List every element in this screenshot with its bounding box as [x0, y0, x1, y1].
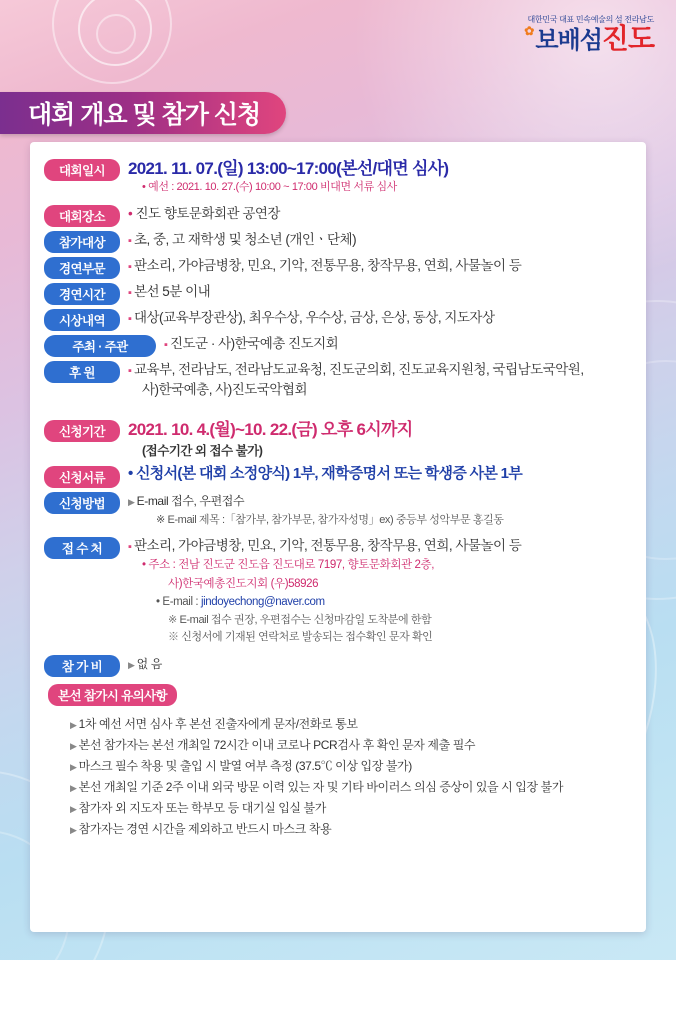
row-category — [44, 256, 628, 279]
value-apply-period: 2021. 10. 4.(월)~10. 22.(금) 오후 6시까지 — [128, 420, 413, 440]
dot-marker: • — [156, 596, 163, 609]
row-host — [44, 334, 628, 357]
label-method: 신청방법 — [44, 492, 120, 514]
value-method: ▶ E-mail 접수, 우편접수 — [128, 491, 628, 512]
label-reception: 접 수 처 — [44, 537, 120, 559]
value-support-line1: ▪ 교육부, 전라남도, 전라남도교육청, 진도군의회, 진도교육지원청, 국립남도국악원, — [128, 360, 628, 380]
value-method-note-text: E-mail 제목 :「참가부, 참가부문, 참가자성명」ex) 중등부 성악부문 홍길동 — [167, 513, 504, 526]
value-reception-email — [156, 593, 628, 611]
value-reception-note2: ※ 신청서에 기재된 연락처로 발송되는 접수확인 문자 확인 — [168, 629, 628, 647]
row-duration — [44, 282, 628, 305]
logo-name-accent: 진도 — [601, 23, 654, 54]
row-apply-period — [44, 419, 628, 458]
value-date: 2021. 11. 07.(일) 13:00~17:00(본선/대면 심사) — [128, 159, 449, 178]
notice-item: ▶ 1차 예선 서면 심사 후 본선 진출자에게 문자/전화로 통보 — [70, 714, 628, 735]
notice-item: ▶ 본선 개최일 기준 2주 이내 외국 방문 이력 있는 자 및 기타 바이러스 의심 증상이 있을 시 입장 불가 — [70, 777, 628, 798]
notice-title: 본선 참가시 유의사항 — [48, 684, 177, 706]
row-method — [44, 491, 628, 530]
value-place: • 진도 향토문화회관 공연장 — [128, 204, 628, 224]
row-date — [44, 158, 628, 197]
label-place: 대회장소 — [44, 205, 120, 227]
label-category: 경연부문 — [44, 257, 120, 279]
value-support-line2: 사)한국예총, 사)진도국악협회 — [142, 382, 307, 398]
notice-item: ▶ 마스크 필수 착용 및 출입 시 발열 여부 측정 (37.5℃ 이상 입장 불가) — [70, 756, 628, 777]
logo-name: 보배섬 — [535, 27, 602, 54]
value-apply-period-note: (접수기간 외 접수 불가) — [142, 443, 263, 458]
value-documents: • 신청서(본 대회 소정양식) 1부, 재학증명서 또는 학생증 사본 1부 — [128, 464, 523, 482]
jindo-logo — [524, 14, 654, 53]
value-reception-address2: 사)한국예총진도지회 (우)58926 — [168, 577, 319, 590]
label-documents: 신청서류 — [44, 466, 120, 488]
label-support: 후 원 — [44, 361, 120, 383]
email-label: E-mail : — [162, 596, 199, 609]
value-host: ▪ 진도군 · 사)한국예총 진도지회 — [164, 334, 628, 354]
label-host: 주최 · 주관 — [44, 335, 156, 357]
label-date: 대회일시 — [44, 159, 120, 181]
email-address[interactable]: jindoyechong@naver.com — [201, 596, 325, 609]
value-reception-address-text: 주소 : 전남 진도군 진도읍 진도대로 7197, 향토문화회관 2층, — [148, 559, 435, 572]
row-place — [44, 204, 628, 227]
notice-item: ▶ 참가자 외 지도자 또는 학부모 등 대기실 입실 불가 — [70, 798, 628, 819]
row-fee — [44, 654, 628, 677]
dot-marker: • — [142, 559, 149, 572]
decorative-swirl-icon — [96, 14, 136, 54]
row-documents — [44, 465, 628, 488]
section-banner — [0, 92, 286, 134]
logo-wordmark — [524, 25, 654, 53]
row-support — [44, 360, 628, 401]
page-title: 대회 개요 및 참가 신청 — [28, 101, 261, 129]
label-awards: 시상내역 — [44, 309, 120, 331]
notice-section — [44, 684, 628, 840]
row-target — [44, 230, 628, 253]
value-reception-address — [142, 556, 628, 574]
value-target: ▪ 초, 중, 고 재학생 및 청소년 (개인ㆍ단체) — [128, 230, 628, 250]
label-fee: 참 가 비 — [44, 655, 120, 677]
logo-tagline: 대한민국 대표 민속예술의 섬 전라남도 — [527, 15, 654, 24]
info-card — [30, 142, 646, 932]
note-marker: ※ — [156, 513, 168, 526]
value-method-note — [156, 512, 628, 530]
flower-icon: ✿ — [524, 24, 534, 38]
notice-item: ▶ 참가자는 경연 시간을 제외하고 반드시 마스크 착용 — [70, 819, 628, 840]
value-reception: ▪ 판소리, 가야금병창, 민요, 기악, 전통무용, 창작무용, 연희, 사물놀이 등 — [128, 536, 628, 556]
value-fee: ▶ 없 음 — [128, 654, 628, 675]
value-date-note: • 예선 : 2021. 10. 27.(수) 10:00 ~ 17:00 비대면 서류 심사 — [142, 181, 397, 194]
row-reception — [44, 536, 628, 647]
label-target: 참가대상 — [44, 231, 120, 253]
value-reception-note1: ※ E-mail 접수 권장, 우편접수는 신청마감일 도착분에 한함 — [168, 612, 628, 630]
value-category: ▪ 판소리, 가야금병창, 민요, 기악, 전통무용, 창작무용, 연희, 사물놀이 등 — [128, 256, 628, 276]
value-duration: ▪ 본선 5분 이내 — [128, 282, 628, 302]
label-duration: 경연시간 — [44, 283, 120, 305]
row-awards — [44, 308, 628, 331]
value-awards: ▪ 대상(교육부장관상), 최우수상, 우수상, 금상, 은상, 동상, 지도자상 — [128, 308, 628, 328]
label-apply-period: 신청기간 — [44, 420, 120, 442]
notice-item: ▶ 본선 참가자는 본선 개최일 72시간 이내 코로나 PCR검사 후 확인 문자 제출 필수 — [70, 735, 628, 756]
